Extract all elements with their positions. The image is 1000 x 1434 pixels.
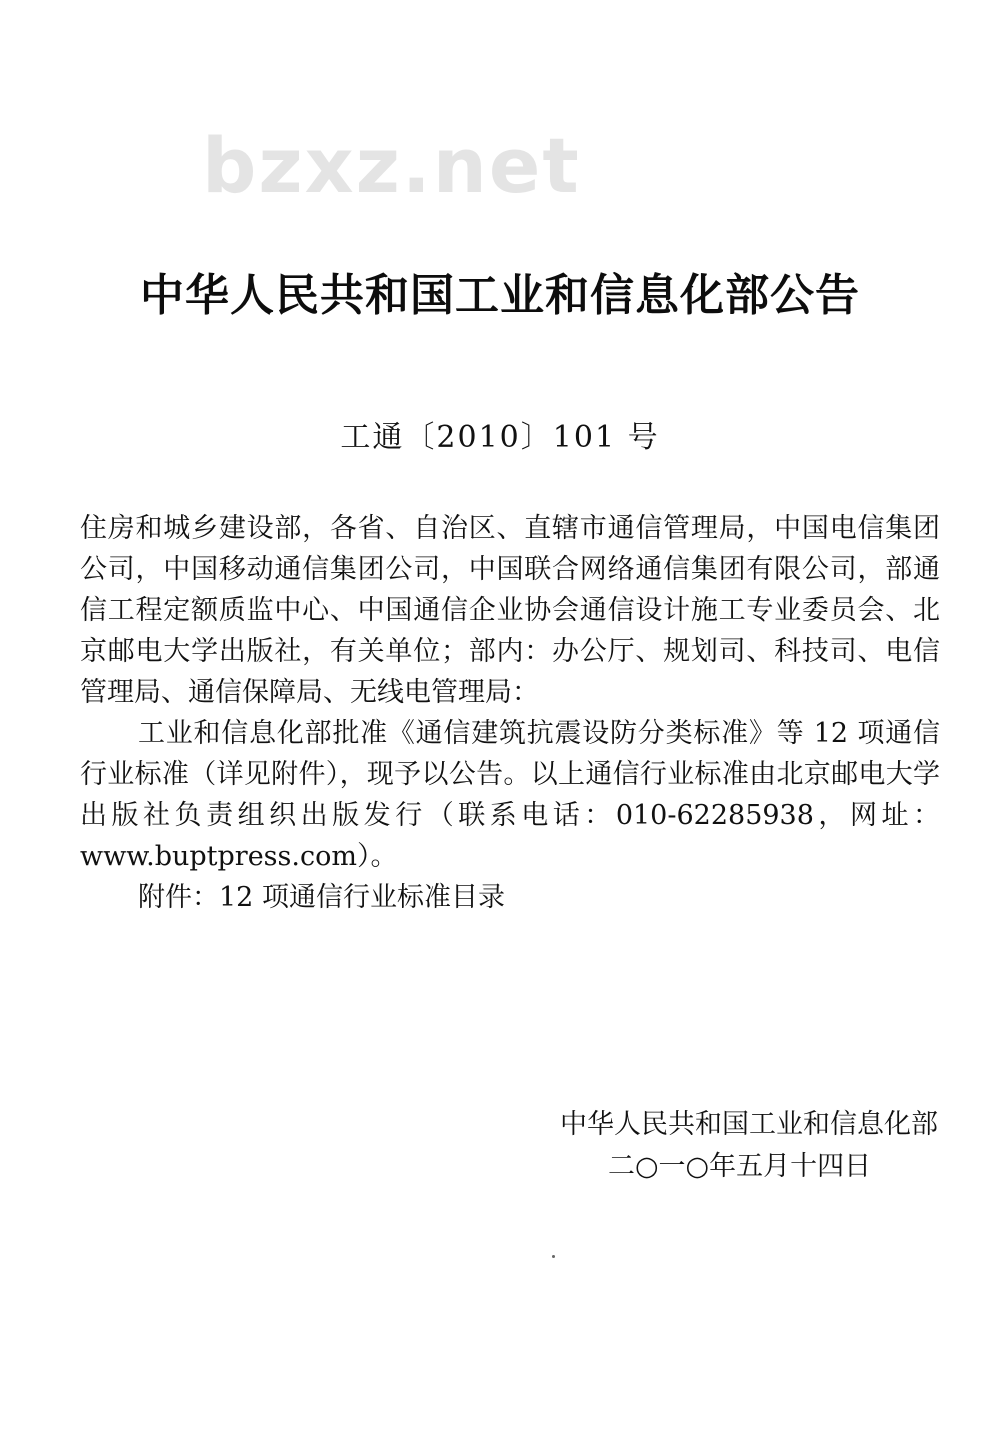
document-number: 工通〔2010〕101 号 bbox=[340, 420, 660, 455]
announcement-paragraph: 工业和信息化部批准《通信建筑抗震设防分类标准》等 12 项通信行业标准（详见附件），现予以公告。以上通信行业标准由北京邮电大学出版社负责组织出版发行（联系电话：010-62285938，网址：www.buptpress.com）。 bbox=[80, 718, 940, 872]
page-title: 中华人民共和国工业和信息化部公告 bbox=[140, 270, 860, 321]
scan-speck bbox=[552, 1255, 555, 1258]
issuer-signature: 中华人民共和国工业和信息化部 bbox=[560, 1109, 938, 1140]
attachment-line: 附件：12 项通信行业标准目录 bbox=[138, 882, 505, 913]
body-text bbox=[80, 508, 940, 918]
watermark: bzxz.net bbox=[202, 121, 581, 210]
issue-date: 二○一○年五月十四日 bbox=[608, 1151, 872, 1182]
recipients-paragraph: 住房和城乡建设部，各省、自治区、直辖市通信管理局，中国电信集团公司，中国移动通信集团公司，中国联合网络通信集团有限公司，部通信工程定额质监中心、中国通信企业协会通信设计施工专业委员会、北京邮电大学出版社，有关单位；部内：办公厅、规划司、科技司、电信管理局、通信保障局、无线电管理局： bbox=[80, 513, 940, 708]
